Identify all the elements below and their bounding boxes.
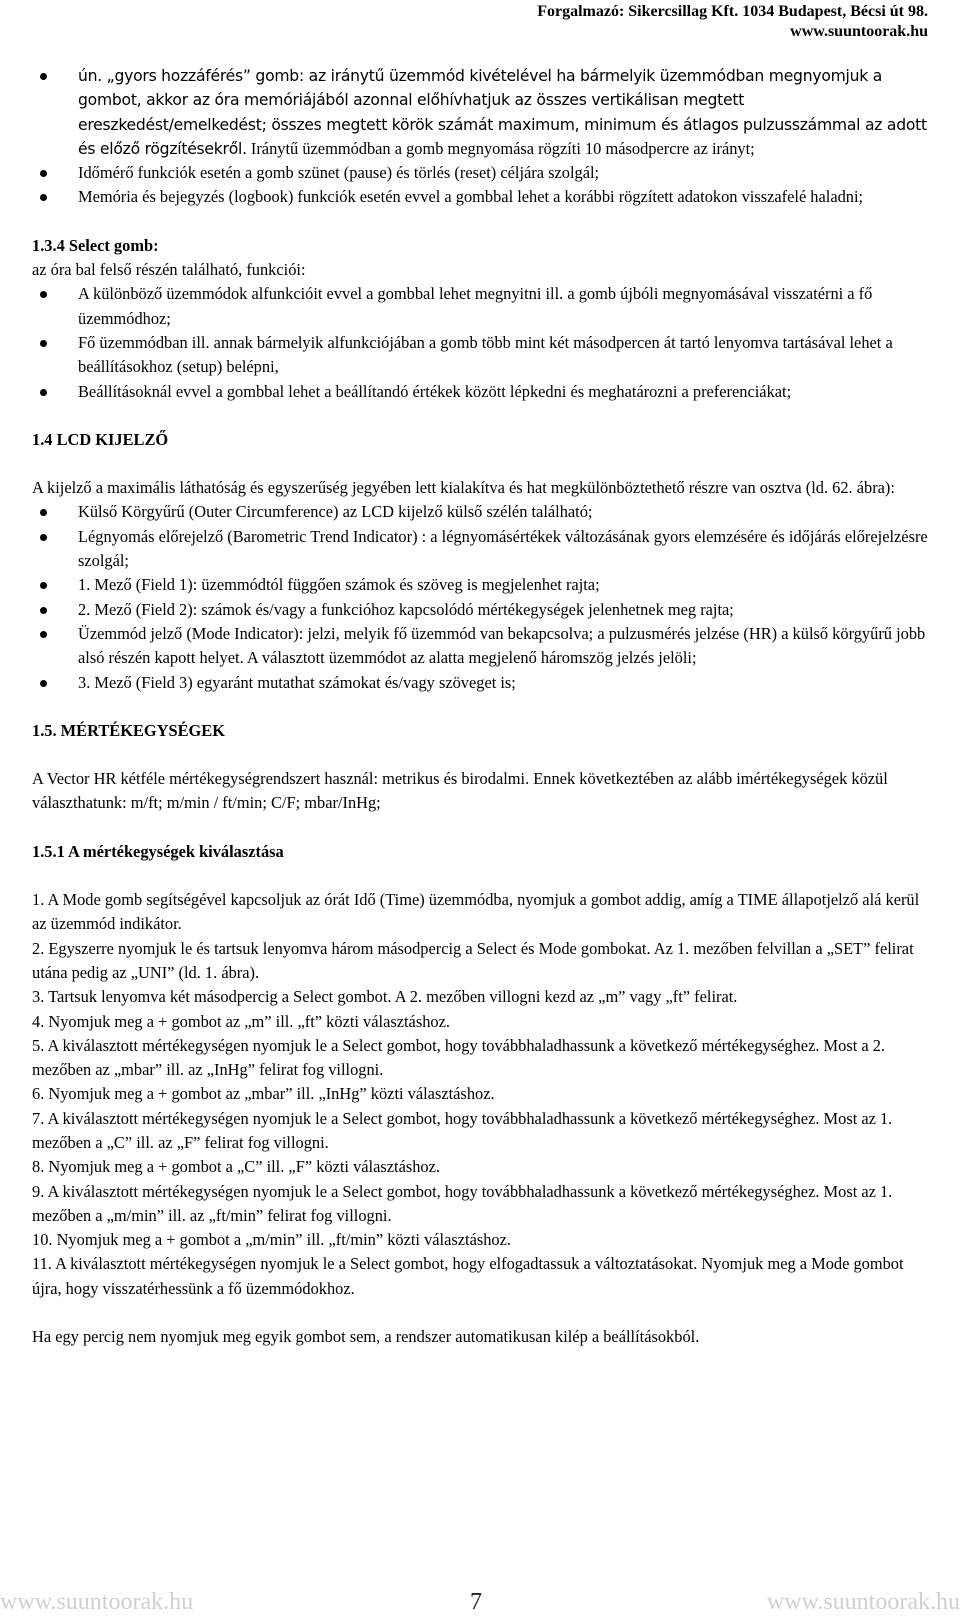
units-intro: A Vector HR kétféle mértékegységrendszert használ: metrikus és birodalmi. Ennek következtében az alább imértékegységek közül választhatunk: m/ft; m/min / ft/min; C/F; mbar/InHg;	[32, 769, 888, 813]
step-item: 8. Nyomjuk meg a + gombot a „C” ill. „F” közti választáshoz.	[32, 1157, 440, 1177]
bullet-icon	[40, 389, 47, 396]
list-item-text: Időmérő funkciók esetén a gomb szünet (pause) és törlés (reset) céljára szolgál;	[78, 163, 600, 183]
step-item: 4. Nyomjuk meg a + gombot az „m” ill. „ft” közti választáshoz.	[32, 1011, 450, 1031]
list-item-text: Beállításoknál evvel a gombbal lehet a beállítandó értékek között lépkedni és meghatározni a preferenciákat;	[78, 381, 792, 401]
step-item: 9. A kiválasztott mértékegységen nyomjuk le a Select gombot, hogy továbbhaladhassunk a következő mértékegységhez. Most az 1. mezőben a „m/min” ill. az „ft/min” felirat fog villogni.	[32, 1181, 893, 1225]
page-footer	[0, 1578, 960, 1614]
list-item	[32, 525, 928, 574]
bullet-icon	[40, 170, 47, 177]
list-item	[32, 380, 928, 404]
step-item: 2. Egyszerre nyomjuk le és tartsuk lenyomva három másodpercig a Select és Mode gombokat. Az 1. mezőben felvillan a „SET” felirat utána pedig az „UNI” (ld. 1. ábra).	[32, 938, 914, 982]
step-item: 11. A kiválasztott mértékegységen nyomjuk le a Select gombot, hogy elfogadtassuk a változtatásokat. Nyomjuk meg a Mode gombot újra, hogy visszatérhessünk a fő üzemmódokhoz.	[32, 1254, 904, 1298]
step-item: 6. Nyomjuk meg a + gombot az „mbar” ill. „InHg” közti választáshoz.	[32, 1084, 495, 1104]
list-item-text: Külső Körgyűrű (Outer Circumference) az LCD kijelző külső szélén található;	[78, 502, 593, 522]
list-item-text: Memória és bejegyzés (logbook) funkciók esetén evvel a gombbal lehet a korábbi rögzített adatokon visszafelé haladni;	[78, 187, 864, 207]
lcd-intro: A kijelző a maximális láthatóság és egyszerűség jegyében lett kialakítva és hat megkülönböztethető részre van osztva (ld. 62. ábra):	[32, 478, 895, 498]
step-item: 5. A kiválasztott mértékegységen nyomjuk le a Select gombot, hogy továbbhaladhassunk a következő mértékegységhez. Most a 2. mezőben az „mbar” ill. az „InHg” felirat fog villogni.	[32, 1035, 886, 1080]
footer-website-right: www.suuntoorak.hu	[766, 1588, 960, 1615]
list-item-text: 1. Mező (Field 1): üzemmódtól függően számok és szöveg is megjelenhet rajta;	[78, 575, 600, 595]
quick-access-list	[32, 64, 928, 210]
section-heading-lcd: 1.4 LCD KIJELZŐ	[32, 429, 169, 449]
list-item	[32, 622, 928, 671]
step-item: 10. Nyomjuk meg a + gombot a „m/min” ill. „ft/min” közti választáshoz.	[32, 1230, 512, 1250]
list-item-text: Üzemmód jelző (Mode Indicator): jelzi, melyik fő üzemmód van bekapcsolva; a pulzusmérés jelzése (HR) a külső körgyűrű jobb alsó részén kapott helyet. A választott üzemmódot az alatta megjelenő háromszög jelzés jelöli;	[78, 623, 926, 668]
step-item: 7. A kiválasztott mértékegységen nyomjuk le a Select gombot, hogy továbbhaladhassunk a következő mértékegységhez. Most az 1. mezőben a „C” ill. az „F” felirat fog villogni.	[32, 1108, 893, 1152]
page-number: 7	[470, 1588, 482, 1615]
list-item	[32, 331, 928, 380]
step-item: 1. A Mode gomb segítségével kapcsoljuk az órát Idő (Time) üzemmódba, nyomjuk a gombot addig, amíg a TIME állapotjelző alá kerül az üzemmód indikátor.	[32, 890, 920, 934]
footer-website-left: www.suuntoorak.hu	[0, 1588, 194, 1615]
bullet-icon	[40, 607, 47, 614]
select-intro: az óra bal felső részén található, funkciói:	[32, 260, 306, 280]
bullet-icon	[40, 680, 47, 687]
subsection-heading-unit-selection: 1.5.1 A mértékegységek kiválasztása	[32, 841, 284, 861]
section-heading-select: 1.3.4 Select gomb:	[32, 235, 159, 255]
header-website: www.suuntoorak.hu	[790, 23, 928, 40]
select-functions-list	[32, 282, 928, 403]
bullet-icon	[40, 631, 47, 638]
bullet-icon	[40, 509, 47, 516]
list-item	[32, 282, 928, 331]
list-item-text: Iránytű üzemmódban a gomb megnyomása rögzíti 10 másodpercre az irányt;	[246, 138, 755, 158]
bullet-icon	[40, 194, 47, 201]
list-item-text: Légnyomás előrejelző (Barometric Trend Indicator) : a légnyomásértékek változásának gyors elemzésére és időjárás előrejelzésre szolgál;	[78, 526, 928, 571]
list-item	[32, 598, 928, 622]
bullet-icon	[40, 73, 47, 80]
section-heading-units: 1.5. MÉRTÉKEGYSÉGEK	[32, 720, 225, 740]
list-item	[32, 161, 928, 185]
list-item	[32, 573, 928, 597]
bullet-icon	[40, 340, 47, 347]
list-item-text: Fő üzemmódban ill. annak bármelyik alfunkciójában a gomb több mint két másodpercen át tartó lenyomva tartásával lehet a beállításokhoz (setup) belépni,	[78, 332, 893, 377]
list-item-text: 3. Mező (Field 3) egyaránt mutathat számokat és/vagy szöveget is;	[78, 672, 516, 692]
header-distributor: Forgalmazó: Sikercsillag Kft. 1034 Budapest, Bécsi út 98.	[537, 3, 928, 20]
bullet-icon	[40, 534, 47, 541]
bullet-icon	[40, 291, 47, 298]
list-item	[32, 185, 928, 209]
unit-selection-steps	[32, 888, 928, 1301]
closing-note: Ha egy percig nem nyomjuk meg egyik gombot sem, a rendszer automatikusan kilép a beállításokból.	[32, 1327, 700, 1347]
step-item: 3. Tartsuk lenyomva két másodpercig a Select gombot. A 2. mezőben villogni kezd az „m” vagy „ft” felirat.	[32, 987, 738, 1007]
list-item-text: 2. Mező (Field 2): számok és/vagy a funkcióhoz kapcsolódó mértékegységek jelenhetnek meg rajta;	[78, 599, 734, 619]
list-item	[32, 671, 928, 695]
list-item-text: A különböző üzemmódok alfunkcióit evvel a gombbal lehet megnyitni ill. a gomb újbóli megnyomásával visszatérni a fő üzemmódhoz;	[78, 284, 873, 328]
bullet-icon	[40, 582, 47, 589]
lcd-parts-list	[32, 500, 928, 694]
list-item-text: ún. „gyors hozzáférés” gomb: az iránytű üzemmód kivételével ha bármelyik üzemmódban megnyomjuk a gombot, akkor az óra memóriájából azonnal előhívhatjuk az összes vertikálisan megtett ereszkedést/emelkedést; összes megtett körök számát maximum, minimum és átlagos pulzusszámmal az adott és előző rögzítésekről.	[78, 67, 927, 158]
list-item	[32, 64, 928, 161]
page-header	[537, 2, 928, 42]
document-body	[32, 64, 928, 1349]
list-item	[32, 500, 928, 524]
